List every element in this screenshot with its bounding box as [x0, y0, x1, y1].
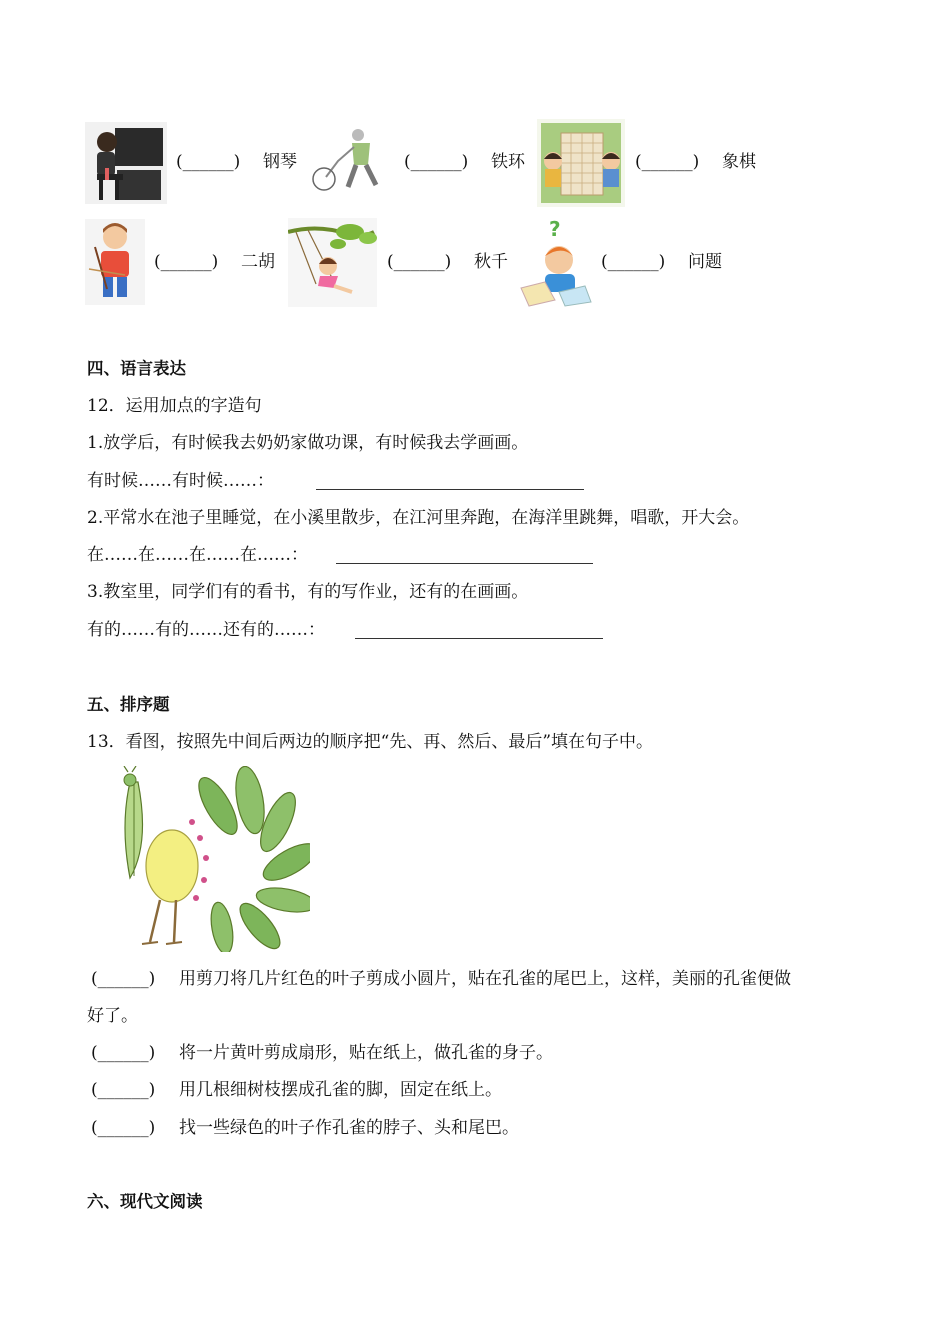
sentence-3: 3.教室里，同学们有的看书，有的写作业，还有的在画画。 [87, 582, 529, 602]
blank-question[interactable]: (______) [601, 252, 666, 272]
order-blank-2[interactable]: (______) [91, 1043, 156, 1063]
blank-piano[interactable]: (______) [176, 152, 241, 172]
order-blank-4[interactable]: (______) [91, 1118, 156, 1138]
swing-girl-icon [288, 218, 377, 307]
question-13: 13．看图，按照先中间后两边的顺序把“先、再、然后、最后”填在句子中。 [87, 732, 654, 752]
erhu-boy-icon [85, 219, 145, 305]
sentence-1: 1.放学后，有时候我去奶奶家做功课，有时候我去学画画。 [87, 433, 529, 453]
word-hoop: 铁环 [491, 152, 525, 172]
thinking-boy-icon [519, 216, 593, 308]
answer-line-3[interactable] [355, 638, 603, 639]
order-text-4: 找一些绿色的叶子作孔雀的脖子、头和尾巴。 [179, 1118, 519, 1138]
blank-hoop[interactable]: (______) [404, 152, 469, 172]
blank-chess[interactable]: (______) [635, 152, 700, 172]
hoop-rolling-man-icon [312, 125, 392, 195]
section4-heading: 四、语言表达 [87, 359, 186, 378]
leaf-peacock-icon [100, 766, 310, 952]
question-12: 12．运用加点的字造句 [87, 396, 262, 416]
piano-girl-icon [85, 122, 167, 204]
blank-swing[interactable]: (______) [387, 252, 452, 272]
blank-erhu[interactable]: (______) [154, 252, 219, 272]
order-text-1: 用剪刀将几片红色的叶子剪成小圆片，贴在孔雀的尾巴上，这样，美丽的孔雀便做 [179, 969, 791, 989]
order-text-2: 将一片黄叶剪成扇形，贴在纸上，做孔雀的身子。 [179, 1043, 553, 1063]
section5-heading: 五、排序题 [87, 695, 170, 714]
order-blank-1[interactable]: (______) [91, 969, 156, 989]
prompt-3: 有的……有的……还有的……： [87, 620, 325, 640]
order-text-3: 用几根细树枝摆成孔雀的脚，固定在纸上。 [179, 1080, 502, 1100]
order-blank-3[interactable]: (______) [91, 1080, 156, 1100]
answer-line-1[interactable] [316, 489, 584, 490]
answer-line-2[interactable] [336, 563, 593, 564]
section6-heading: 六、现代文阅读 [87, 1192, 203, 1211]
order-text-1-cont: 好了。 [87, 1006, 138, 1026]
word-swing: 秋千 [474, 252, 508, 272]
word-question: 问题 [688, 252, 722, 272]
svg-text:?: ? [549, 217, 561, 241]
sentence-2: 2.平常水在池子里睡觉，在小溪里散步，在江河里奔跑，在海洋里跳舞，唱歌，开大会。 [87, 508, 750, 528]
prompt-1: 有时候……有时候……： [87, 471, 274, 491]
word-erhu: 二胡 [241, 252, 275, 272]
word-piano: 钢琴 [263, 152, 297, 172]
chess-board-icon [537, 119, 625, 207]
prompt-2: 在……在……在……在……： [87, 545, 308, 565]
word-chess: 象棋 [722, 152, 756, 172]
